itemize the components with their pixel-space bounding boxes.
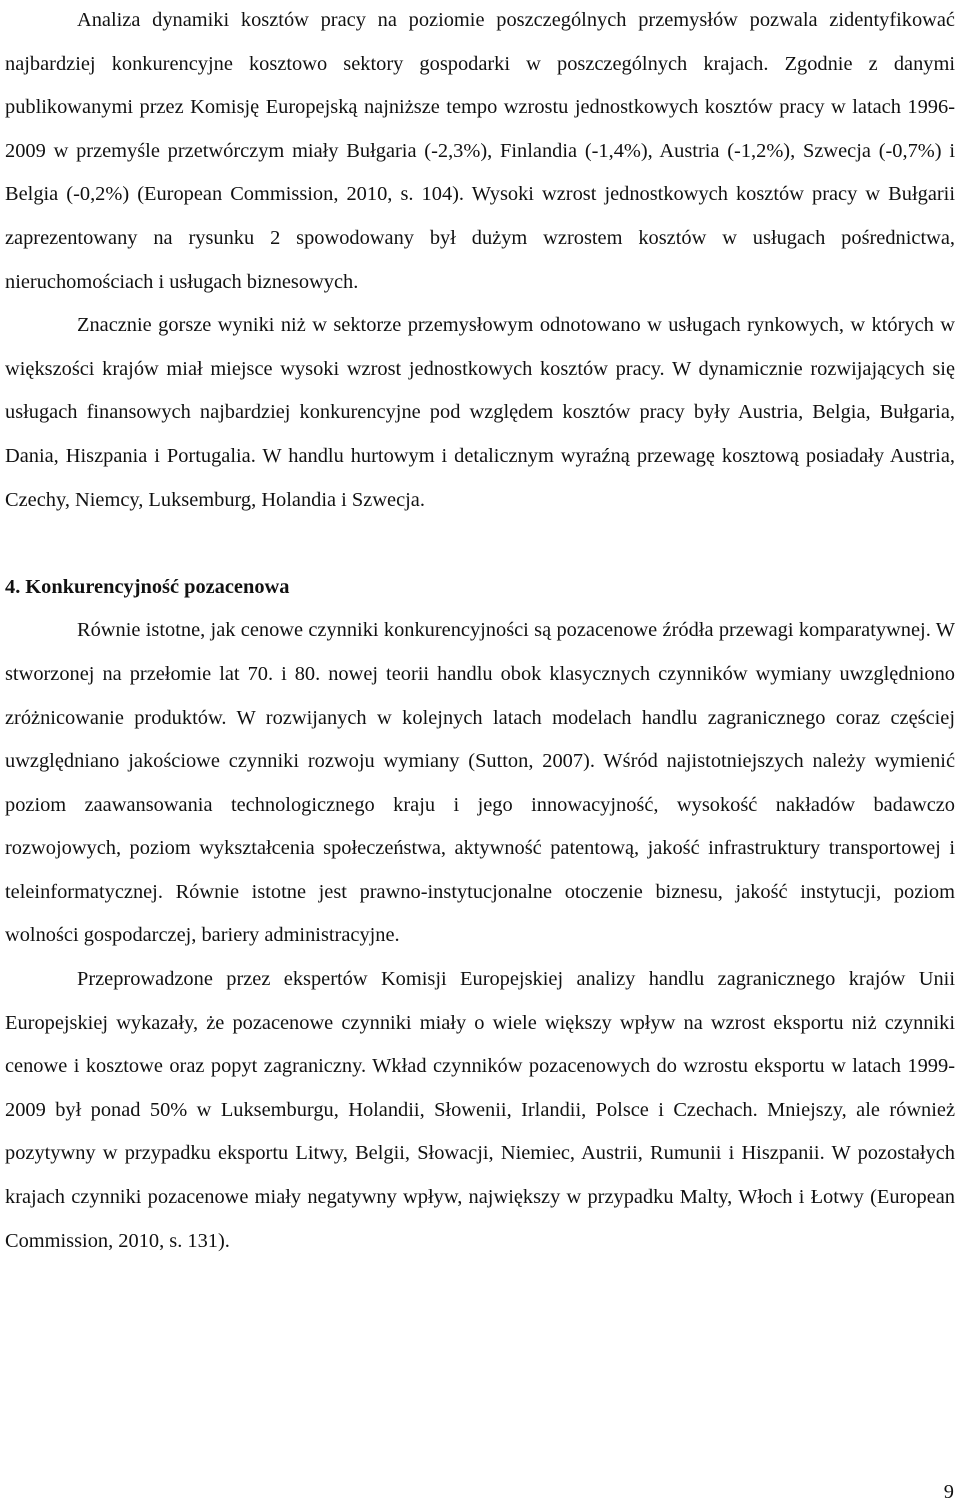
section-heading (5, 566, 955, 610)
section-number: 4. (5, 575, 21, 598)
section-title: Konkurencyjność pozacenowa (25, 575, 290, 598)
document-page (5, 0, 955, 1263)
page-number: 9 (943, 1481, 954, 1503)
paragraph-labour-cost-analysis: Analiza dynamiki kosztów pracy na poziomie poszczególnych przemysłów pozwala zidentyfikować najbardziej konkurencyjne kosztowo sektory gospodarki w poszczególnych krajach. Zgodnie z danymi publikowanymi przez Komisję Europejską najniższe tempo wzrostu jednostkowych kosztów pracy w latach 1996-2009 w przemyśle przetwórczym miały Bułgaria (-2,3%), Finlandia (-1,4%), Austria (-1,2%), Szwecja (-0,7%) i Belgia (-0,2%) (European Commission, 2010, s. 104). Wysoki wzrost jednostkowych kosztów pracy w Bułgarii zaprezentowany na rysunku 2 spowodowany był dużym wzrostem kosztów w usługach pośrednictwa, nieruchomościach i usługach biznesowych. (5, 9, 955, 293)
paragraph-commission-analysis: Przeprowadzone przez ekspertów Komisji Europejskiej analizy handlu zagranicznego krajów Unii Europejskiej wykazały, że pozacenowe czynniki miały o wiele większy wpływ na wzrost eksportu niż czynniki cenowe i kosztowe oraz popyt zagraniczny. Wkład czynników pozacenowych do wzrostu eksportu w latach 1999-2009 był ponad 50% w Luksemburgu, Holandii, Słowenii, Irlandii, Polsce i Czechach. Mniejszy, ale również pozytywny w przypadku eksportu Litwy, Belgii, Słowacji, Niemiec, Austrii, Rumunii i Hiszpanii. W pozostałych krajach czynniki pozacenowe miały negatywny wpływ, największy w przypadku Malty, Włoch i Łotwy (European Commission, 2010, s. 131). (5, 968, 955, 1252)
paragraph-nonprice-factors: Równie istotne, jak cenowe czynniki konkurencyjności są pozacenowe źródła przewagi komparatywnej. W stworzonej na przełomie lat 70. i 80. nowej teorii handlu obok klasycznych czynników wymiany uwzględniono zróżnicowanie produktów. W rozwijanych w kolejnych latach modelach handlu zagranicznego coraz częściej uwzględniano jakościowe czynniki rozwoju wymiany (Sutton, 2007). Wśród najistotniejszych należy wymienić poziom zaawansowania technologicznego kraju i jego innowacyjność, wysokość nakładów badawczo rozwojowych, poziom wykształcenia społeczeństwa, aktywność patentową, jakość infrastruktury transportowej i teleinformatycznej. Równie istotne jest prawno-instytucjonalne otoczenie biznesu, jakość instytucji, poziom wolności gospodarczej, bariery administracyjne. (5, 619, 955, 947)
paragraph-market-services: Znacznie gorsze wyniki niż w sektorze przemysłowym odnotowano w usługach rynkowych, w których w większości krajów miał miejsce wysoki wzrost jednostkowych kosztów pracy. W dynamicznie rozwijających się usługach finansowych najbardziej konkurencyjne pod względem kosztów pracy były Austria, Belgia, Bułgaria, Dania, Hiszpania i Portugalia. W handlu hurtowym i detalicznym wyraźną przewagę kosztową posiadały Austria, Czechy, Niemcy, Luksemburg, Holandia i Szwecja. (5, 314, 955, 511)
